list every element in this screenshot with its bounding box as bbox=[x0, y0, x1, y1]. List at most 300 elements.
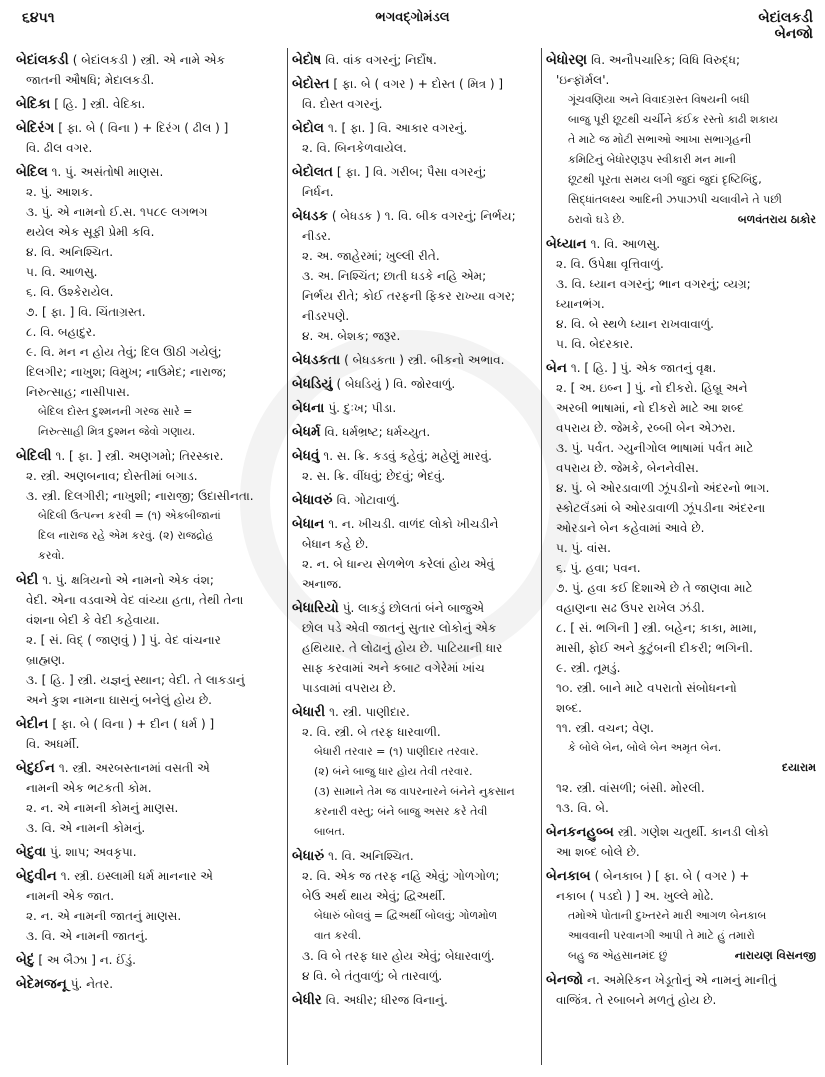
entry-line bbox=[546, 758, 816, 778]
definition-text: ૩. વિ બે તરફ ધાર હોય એવું; બેધારવાળું. bbox=[302, 949, 495, 963]
headword: બેધ્યાન bbox=[546, 236, 587, 252]
definition-text: બાજુ પૂરી છૂટથી ચર્ચીને કંઈક રસ્તો કાઢી શકાય bbox=[568, 113, 779, 126]
definition-text: ૧. વિ. આળસુ. bbox=[590, 237, 661, 251]
entry-line bbox=[16, 778, 284, 798]
entry-line bbox=[292, 246, 538, 266]
dictionary-entry bbox=[292, 514, 538, 594]
definition-text: ૨. સ્ત્રી. અણબનાવ; દોસ્તીમાં બગાડ. bbox=[26, 469, 198, 483]
entry-line bbox=[16, 446, 284, 466]
definition-text: કરનારી વસ્તુ; બંને બાજુ અસર કરે તેવી bbox=[314, 805, 488, 818]
entry-line bbox=[16, 714, 284, 734]
entry-line bbox=[546, 314, 816, 334]
definition-text: ૧૦. સ્ત્રી. બાને માટે વપરાતો સંબોધનનો bbox=[556, 681, 737, 695]
headword: બેધના bbox=[292, 400, 325, 416]
definition-text: ( બેધડક ) ૧. વિ. બીક વગરનું; નિર્ભય; bbox=[331, 209, 516, 223]
entry-line bbox=[16, 202, 284, 222]
entry-line bbox=[16, 282, 284, 302]
definition-text: પું. લાકડું છોલતાં બંને બાજુએ bbox=[342, 601, 485, 615]
entry-line bbox=[16, 70, 284, 90]
entry-line bbox=[546, 50, 816, 70]
entry-line bbox=[546, 866, 816, 886]
running-title: ભગવદ્ગોમંડલ bbox=[375, 10, 450, 25]
definition-text: બહુ જ એહસાનમંદ છું bbox=[568, 949, 668, 962]
definition-text: ૨. વિ. ઉપેક્ષા વૃત્તિવાળું. bbox=[556, 257, 664, 271]
entry-line bbox=[292, 226, 538, 246]
entry-line bbox=[292, 638, 538, 658]
definition-text: છૂટથી પૂરતા સમય લગી જુદાં જુદાં દૃષ્ટિબિંદુ, bbox=[568, 173, 762, 186]
definition-text: ૩. [ હિ. ] સ્ત્રી. યજ્ઞનું સ્થાન; વેદી. તે લાકડાનું bbox=[26, 673, 245, 687]
entry-line bbox=[16, 242, 284, 262]
guide-word-first: બેદાંલકડી bbox=[758, 10, 813, 26]
definition-text: વિ. વાંક વગરનું; નિર્દોષ. bbox=[325, 53, 437, 67]
entry-line bbox=[292, 966, 538, 986]
dictionary-entry bbox=[16, 866, 284, 946]
entry-line bbox=[546, 70, 816, 90]
definition-text: ૩. પું. પર્વત. ગ્યુનીગોલ ભાષામાં પર્વત માટે bbox=[556, 441, 754, 455]
definition-text: ૨. અ. જાહેરમાં; ખુલ્લી રીતે. bbox=[302, 249, 440, 263]
headword: બેધાવરું bbox=[292, 492, 333, 508]
definition-text: નીડર. bbox=[302, 229, 331, 243]
definition-text: સાફ કરવામાં અને કબાટ વગેરેમાં ખાંચ bbox=[302, 661, 485, 675]
definition-text: નિર્ભય રીતે; કોઈ તરફની ફિકર રાખ્યા વગર; bbox=[302, 289, 516, 303]
headword: બેધોરણ bbox=[546, 52, 588, 68]
dictionary-entry bbox=[292, 422, 538, 442]
definition-text: વેદી. એના વડવાએ વેદ વાંચ્યા હતા, તેથી તેના bbox=[26, 593, 244, 607]
definition-text: ૬. વિ. ઉશ્કેરાયેલ. bbox=[26, 285, 114, 299]
entry-line bbox=[546, 130, 816, 150]
column-2 bbox=[292, 50, 538, 1014]
dictionary-entry bbox=[16, 950, 284, 970]
entry-line bbox=[292, 742, 538, 762]
definition-text: [ ફા. બે ( વગર ) + દોસ્ત ( મિત્ર ) ] bbox=[333, 77, 504, 91]
definition-text: ઠરાવો ઘડે છે. bbox=[568, 213, 625, 226]
definition-text: નિરુત્સાહ; નાસીપાસ. bbox=[26, 385, 130, 399]
entry-line bbox=[16, 630, 284, 650]
headword: બેદું bbox=[16, 952, 35, 968]
entry-line bbox=[292, 906, 538, 926]
definition-text: વિ. ધર્મભ્રષ્ટ; ધર્મચ્યુત. bbox=[324, 425, 431, 439]
entry-line bbox=[546, 150, 816, 170]
dictionary-entry bbox=[16, 974, 284, 994]
headword: બેદી bbox=[16, 572, 39, 588]
entry-line bbox=[292, 678, 538, 698]
dictionary-entry bbox=[546, 50, 816, 230]
entry-line bbox=[546, 378, 816, 398]
entry-line bbox=[292, 118, 538, 138]
definition-text: ૨. ન. એ નામની જાતનું માણસ. bbox=[26, 909, 182, 923]
dictionary-entry bbox=[546, 358, 816, 818]
entry-line bbox=[16, 138, 284, 158]
entry-line bbox=[546, 418, 816, 438]
entry-line bbox=[546, 578, 816, 598]
definition-text: છોલ પડે એવી જાતનું સુતાર લોકોનું એક bbox=[302, 621, 497, 635]
headword: બેદોસ્ત bbox=[292, 76, 330, 92]
entry-line bbox=[16, 94, 284, 114]
column-divider bbox=[287, 48, 288, 1065]
entry-line bbox=[546, 970, 816, 990]
headword: બેદિકા bbox=[16, 96, 51, 112]
definition-text: પાડવામાં વપરાય છે. bbox=[302, 681, 397, 695]
entry-line bbox=[546, 698, 816, 718]
entry-line bbox=[546, 294, 816, 314]
entry-line bbox=[16, 118, 284, 138]
definition-text: વિ. અધીર; ધીરજ વિનાનું. bbox=[325, 993, 448, 1007]
entry-line bbox=[292, 94, 538, 114]
entry-line bbox=[292, 574, 538, 594]
column-divider bbox=[541, 48, 542, 1065]
definition-text: બેદિલ દોસ્ત દુશ્મનની ગરજ સારે = bbox=[38, 405, 193, 418]
headword: બેદિરંગ bbox=[16, 120, 55, 136]
definition-text: ૩. વિ. એ નામની કોમનું. bbox=[26, 821, 146, 835]
definition-text: થયેલ એક સૂફી પ્રેમી કવિ. bbox=[26, 225, 155, 239]
entry-line bbox=[292, 266, 538, 286]
definition-text: માસી, ફોઈ અને કુટુંબની દીકરી; ભગિની. bbox=[556, 641, 753, 655]
entry-line bbox=[16, 926, 284, 946]
definition-text: (૨) બંને બાજુ ધાર હોય તેવી તરવાર. bbox=[314, 765, 473, 778]
entry-line bbox=[292, 534, 538, 554]
definition-text: અનાજ. bbox=[302, 577, 342, 591]
entry-line bbox=[16, 526, 284, 546]
dictionary-entry bbox=[292, 990, 538, 1010]
entry-line bbox=[292, 554, 538, 574]
entry-line bbox=[546, 798, 816, 818]
definition-text: ૬. પું. હવા; પવન. bbox=[556, 561, 641, 575]
entry-line bbox=[16, 262, 284, 282]
entry-line bbox=[546, 478, 816, 498]
entry-line bbox=[16, 402, 284, 422]
entry-line bbox=[546, 638, 816, 658]
definition-text: ૨. વિ. બિનકેળવાયેલ. bbox=[302, 141, 407, 155]
headword: બેદુઈન bbox=[16, 760, 55, 776]
definition-text: પું. શાપ; અવકૃપા. bbox=[50, 845, 137, 859]
definition-text: [ ફા. બે ( વિના ) + દીન ( ધર્મ ) ] bbox=[52, 717, 215, 731]
entry-line bbox=[16, 50, 284, 70]
dictionary-entry bbox=[546, 970, 816, 1010]
dictionary-entry bbox=[292, 374, 538, 394]
definition-text: નકાબ ( પડદો ) ] અ. ખુલ્લે મોઢે. bbox=[556, 889, 714, 903]
definition-text: નીડરપણે. bbox=[302, 309, 350, 323]
definition-text: અરબી ભાષામાં, નો દીકરો માટે આ શબ્દ bbox=[556, 401, 744, 415]
entry-line bbox=[546, 498, 816, 518]
dictionary-entry bbox=[16, 50, 284, 90]
definition-text: બેધાન કહે છે. bbox=[302, 537, 369, 551]
headword: બેદોલ bbox=[292, 120, 324, 136]
headword: બેદેમજનૂ bbox=[16, 976, 67, 992]
definition-text: નામની એક જાત. bbox=[26, 889, 115, 903]
definition-text: વિ. અધર્મી. bbox=[26, 737, 80, 751]
definition-text: ૨. [ અ. ઇબ્ન ] પું. નો દીકરો. હિબ્રૂ અને bbox=[556, 381, 748, 395]
entry-line bbox=[16, 302, 284, 322]
dictionary-entry bbox=[292, 74, 538, 114]
definition-text: ગૂંચવણિયા અને વિવાદગ્રસ્ત વિષયની બધી bbox=[568, 93, 750, 106]
entry-line bbox=[292, 306, 538, 326]
headword: બેધર્મ bbox=[292, 424, 321, 440]
definition-text: વિ. અનૌપચારિક; વિધિ વિરુદ્ધ; bbox=[591, 53, 741, 67]
entry-line bbox=[292, 162, 538, 182]
entry-line bbox=[16, 570, 284, 590]
entry-line bbox=[292, 206, 538, 226]
definition-text: ( બેનકાબ ) [ ફા. બે ( વગર ) + bbox=[594, 869, 750, 883]
definition-text: ૧૩. વિ. બે. bbox=[556, 801, 609, 815]
definition-text: ( બેધડિયું ) વિ. જોરવાળું. bbox=[336, 377, 456, 391]
quote-attribution: નારાયણ વિસનજી bbox=[734, 949, 816, 962]
entry-line bbox=[16, 842, 284, 862]
entry-line bbox=[16, 974, 284, 994]
definition-text: ૧. પું. ક્ષત્રિયનો એ નામનો એક વંશ; bbox=[42, 573, 214, 587]
entry-line bbox=[16, 866, 284, 886]
definition-text: પું. દુઃખ; પીડા. bbox=[328, 401, 397, 415]
entry-line bbox=[292, 886, 538, 906]
definition-text: નામની એક ભટકતી કોમ. bbox=[26, 781, 152, 795]
definition-text: ૧. સ. ક્રિ. કડવું કહેવું; મહેણું મારવું. bbox=[323, 449, 492, 463]
definition-text: વપરાય છે. જેમકે, બેનનેવીસ. bbox=[556, 461, 699, 475]
entry-line bbox=[292, 722, 538, 742]
headword: બેધડિયું bbox=[292, 376, 333, 392]
entry-line bbox=[292, 618, 538, 638]
entry-line bbox=[546, 334, 816, 354]
entry-line bbox=[546, 558, 816, 578]
definition-text: ૨. પું. આશક. bbox=[26, 185, 93, 199]
column-1 bbox=[16, 50, 284, 998]
definition-text: ૨. ન. એ નામની કોમનું માણસ. bbox=[26, 801, 179, 815]
definition-text: સિદ્ધાંતલક્ષ્ય આદિની ઝપાઝપી ચલાવીને તે પછી bbox=[568, 193, 782, 206]
headword: બેદાંલકડી bbox=[16, 52, 69, 68]
definition-text: શબ્દ. bbox=[556, 701, 582, 715]
entry-line bbox=[16, 486, 284, 506]
definition-text: ૪. વિ. બે સ્થળે ધ્યાન રાખવાવાળું. bbox=[556, 317, 714, 331]
column-3 bbox=[546, 50, 816, 1014]
entry-line bbox=[292, 350, 538, 370]
dictionary-entry bbox=[292, 162, 538, 202]
headword: બેધવું bbox=[292, 448, 320, 464]
definition-text: તે માટે જ મોટી સભાઓ આખા સભાગૃહની bbox=[568, 133, 752, 146]
entry-line bbox=[16, 506, 284, 526]
entry-line bbox=[546, 170, 816, 190]
entry-line bbox=[16, 422, 284, 442]
headword: બેનજો bbox=[546, 972, 584, 988]
definition-text: કરવો. bbox=[38, 549, 65, 562]
definition-text: વંશના બેદી કે વેદી કહેવાયા. bbox=[26, 613, 160, 627]
definition-text: કે બોલે બેન, બોલે બેન અમૃત બેન. bbox=[568, 741, 722, 754]
definition-text: (૩) સામાને તેમ જ વાપરનારને બંનેને નુકસાન bbox=[314, 785, 515, 798]
entry-line bbox=[16, 906, 284, 926]
definition-text: ૧. [ હિ. ] પું. એક જાતનું વૃક્ષ. bbox=[570, 361, 717, 375]
headword: બેધીર bbox=[292, 992, 322, 1008]
entry-line bbox=[16, 650, 284, 670]
definition-text: વાજિંત્ર. તે રબાબને મળતું હોય છે. bbox=[556, 993, 717, 1007]
definition-text: ૧. સ્ત્રી. અરબસ્તાનમાં વસતી એ bbox=[58, 761, 210, 775]
dictionary-entry bbox=[292, 118, 538, 158]
entry-line bbox=[292, 326, 538, 346]
definition-text: [ હિ. ] સ્ત્રી. વેદિકા. bbox=[54, 97, 146, 111]
entry-line bbox=[546, 90, 816, 110]
definition-text: વહાણના સઢ ઉપર રાખેલ ઝંડી. bbox=[556, 601, 705, 615]
definition-text: [ ફા. બે ( વિના ) + દિરંગ ( ઢીલ ) ] bbox=[58, 121, 229, 135]
dictionary-entry bbox=[16, 758, 284, 838]
entry-line bbox=[16, 342, 284, 362]
dictionary-entry bbox=[16, 118, 284, 158]
definition-text: ૩. અ. નિશ્ચિંત; છાતી ધડકે નહિ એમ; bbox=[302, 269, 487, 283]
dictionary-entry bbox=[292, 350, 538, 370]
entry-line bbox=[16, 886, 284, 906]
entry-line bbox=[546, 678, 816, 698]
headword: બેદિલ bbox=[16, 164, 48, 180]
definition-text: ૧. વિ. અનિશ્ચિત. bbox=[328, 849, 414, 863]
definition-text: બાબત. bbox=[314, 825, 346, 838]
entry-line bbox=[292, 658, 538, 678]
entry-line bbox=[546, 718, 816, 738]
entry-line bbox=[292, 398, 538, 418]
definition-text: વાત કરવી. bbox=[314, 929, 362, 942]
headword: બેદીન bbox=[16, 716, 49, 732]
entry-line bbox=[292, 446, 538, 466]
entry-line bbox=[16, 162, 284, 182]
headword: બેદુવીન bbox=[16, 868, 57, 884]
definition-text: હથિયાર. તે લોઢાનું હોય છે. પાટિયાની ધાર bbox=[302, 641, 503, 655]
entry-line bbox=[292, 990, 538, 1010]
dictionary-entry bbox=[16, 162, 284, 442]
definition-text: ૪. અ. બેશક; જરૂર. bbox=[302, 329, 401, 343]
definition-text: ૨. [ સં. વિદ્ ( જાણવું ) ] પું. વેદ વાંચનાર bbox=[26, 633, 221, 647]
entry-line bbox=[16, 362, 284, 382]
quote-attribution: બળવંતરાય ઠાકોર bbox=[737, 213, 816, 226]
entry-line bbox=[546, 234, 816, 254]
headword: બેદોલત bbox=[292, 164, 333, 180]
headword: બેનકાબ bbox=[546, 868, 591, 884]
entry-line bbox=[16, 798, 284, 818]
definition-text: ઓરડાને બેન કહેવામાં આવે છે. bbox=[556, 521, 705, 535]
entry-line bbox=[546, 110, 816, 130]
definition-text: ( બેધડકતા ) સ્ત્રી. બીકનો અભાવ. bbox=[344, 353, 505, 367]
entry-line bbox=[546, 274, 816, 294]
entry-line bbox=[16, 818, 284, 838]
entry-line bbox=[546, 990, 816, 1010]
definition-text: અને કુશ નામના ઘાસનું બનેલું હોય છે. bbox=[26, 693, 212, 707]
definition-text: જાતની ઔષધિ; મેદાલકડી. bbox=[26, 73, 155, 87]
definition-text: 'ઇન્ફૉર્મલ'. bbox=[556, 73, 610, 87]
dictionary-entry bbox=[292, 702, 538, 842]
entry-line bbox=[546, 946, 816, 966]
definition-text: ૭. પું. હવા કઈ દિશાએ છે તે જાણવા માટે bbox=[556, 581, 753, 595]
entry-line bbox=[546, 518, 816, 538]
definition-text: [ અ બૈઝા ] ન. ઈંડું. bbox=[38, 953, 136, 967]
definition-text: પું. નેતર. bbox=[70, 977, 114, 991]
entry-line bbox=[292, 946, 538, 966]
headword: બેદોષ bbox=[292, 52, 322, 68]
entry-line bbox=[16, 950, 284, 970]
entry-line bbox=[16, 610, 284, 630]
entry-line bbox=[16, 322, 284, 342]
entry-line bbox=[546, 778, 816, 798]
definition-text: વિ. દોસ્ત વગરનું. bbox=[302, 97, 383, 111]
entry-line bbox=[16, 466, 284, 486]
definition-text: ૧. પું. અસંતોષી માણસ. bbox=[51, 165, 164, 179]
guide-word-last: બેનજો bbox=[774, 26, 813, 42]
entry-line bbox=[546, 438, 816, 458]
headword: બેધાન bbox=[292, 516, 325, 532]
entry-line bbox=[546, 906, 816, 926]
definition-text: વિ. ગોટાવાળું. bbox=[336, 493, 400, 507]
definition-text: ૩. વિ. ધ્યાન વગરનું; ભાન વગરનું; વ્યગ્ર; bbox=[556, 277, 751, 291]
definition-text: ૨. વિ. એક જ તરફ નહિ એવું; ગોળગોળ; bbox=[302, 869, 500, 883]
dictionary-entry bbox=[546, 822, 816, 862]
entry-line bbox=[292, 286, 538, 306]
dictionary-entry bbox=[292, 50, 538, 70]
page-number: ૬૪૫૧ bbox=[22, 10, 55, 26]
entry-line bbox=[292, 466, 538, 486]
definition-text: સ્ત્રી. ગણેશ ચતુર્થી. કાનડી લોકો bbox=[617, 825, 769, 839]
definition-text: બેધારી તરવાર = (૧) પાણીદાર તરવાર. bbox=[314, 745, 479, 758]
entry-line bbox=[16, 222, 284, 242]
definition-text: ૨. વિ. સ્ત્રી. બે તરફ ધારવાળી. bbox=[302, 725, 441, 739]
entry-line bbox=[546, 886, 816, 906]
dictionary-entry bbox=[16, 570, 284, 710]
entry-line bbox=[292, 782, 538, 802]
entry-line bbox=[292, 50, 538, 70]
definition-text: ૮. [ સં. ભગિની ] સ્ત્રી. બહેન; કાકા, મામા, bbox=[556, 621, 757, 635]
entry-line bbox=[292, 822, 538, 842]
definition-text: ૮. વિ. બહાદુર. bbox=[26, 325, 96, 339]
definition-text: વિ. ઢીલ વગર. bbox=[26, 141, 93, 155]
dictionary-entry bbox=[546, 234, 816, 354]
dictionary-entry bbox=[16, 446, 284, 566]
definition-text: વપરાય છે. જેમકે, રબ્બી બેન એઝરા. bbox=[556, 421, 736, 435]
entry-line bbox=[546, 618, 816, 638]
entry-line bbox=[546, 210, 816, 230]
headword: બેધારું bbox=[292, 848, 325, 864]
entry-line bbox=[292, 598, 538, 618]
entry-line bbox=[16, 690, 284, 710]
definition-text: ૧. [ ફા. ] વિ. આકાર વગરનું. bbox=[327, 121, 468, 135]
dictionary-entry bbox=[16, 714, 284, 754]
entry-line bbox=[16, 734, 284, 754]
definition-text: ૪. પું. બે ઓરડાવાળી ઝૂંપડીનો અંદરનો ભાગ. bbox=[556, 481, 770, 495]
entry-line bbox=[546, 738, 816, 758]
entry-line bbox=[16, 758, 284, 778]
headword: બેદિલી bbox=[16, 448, 52, 464]
definition-text: દયારામ bbox=[781, 761, 816, 774]
definition-text: ૨. સ. ક્રિ. વીંધવું; છેદવું; ભેદવું. bbox=[302, 469, 446, 483]
entry-line bbox=[16, 670, 284, 690]
definition-text: ૫. વિ. આળસુ. bbox=[26, 265, 98, 279]
definition-text: બ્રાહ્મણ. bbox=[26, 653, 66, 667]
dictionary-entry bbox=[16, 94, 284, 114]
entry-line bbox=[546, 842, 816, 862]
dictionary-entry bbox=[292, 206, 538, 346]
definition-text: ૭. [ ફા. ] વિ. ચિંતાગ્રસ્ત. bbox=[26, 305, 146, 319]
entry-line bbox=[292, 490, 538, 510]
definition-text: ૯. સ્ત્રી. તૂમડું. bbox=[556, 661, 621, 675]
definition-text: ૫. પું. વાંસ. bbox=[556, 541, 611, 555]
entry-line bbox=[546, 926, 816, 946]
entry-line bbox=[16, 182, 284, 202]
entry-line bbox=[292, 422, 538, 442]
entry-line bbox=[16, 590, 284, 610]
entry-line bbox=[546, 598, 816, 618]
definition-text: આવવાની પરવાનગી આપી તે માટે હું તમારો bbox=[568, 929, 755, 942]
entry-line bbox=[292, 866, 538, 886]
dictionary-entry bbox=[292, 598, 538, 698]
definition-text: ૫. વિ. બેદરકાર. bbox=[556, 337, 634, 351]
definition-text: ૧. સ્ત્રી. પાણીદાર. bbox=[329, 705, 410, 719]
dictionary-entry bbox=[546, 866, 816, 966]
definition-text: બેધારું બોલવું = દ્વિઅર્થી બોલવું; ગોળમોળ bbox=[314, 909, 498, 922]
definition-text: ૯. વિ. મન ન હોય તેવું; દિલ ઊઠી ગયેલું; bbox=[26, 345, 222, 359]
dictionary-entry bbox=[292, 398, 538, 418]
entry-line bbox=[292, 138, 538, 158]
definition-text: ૩. પું. એ નામનો ઈ.સ. ૧૫૮૯ લગભગ bbox=[26, 205, 208, 219]
definition-text: આ શબ્દ બોલે છે. bbox=[556, 845, 640, 859]
